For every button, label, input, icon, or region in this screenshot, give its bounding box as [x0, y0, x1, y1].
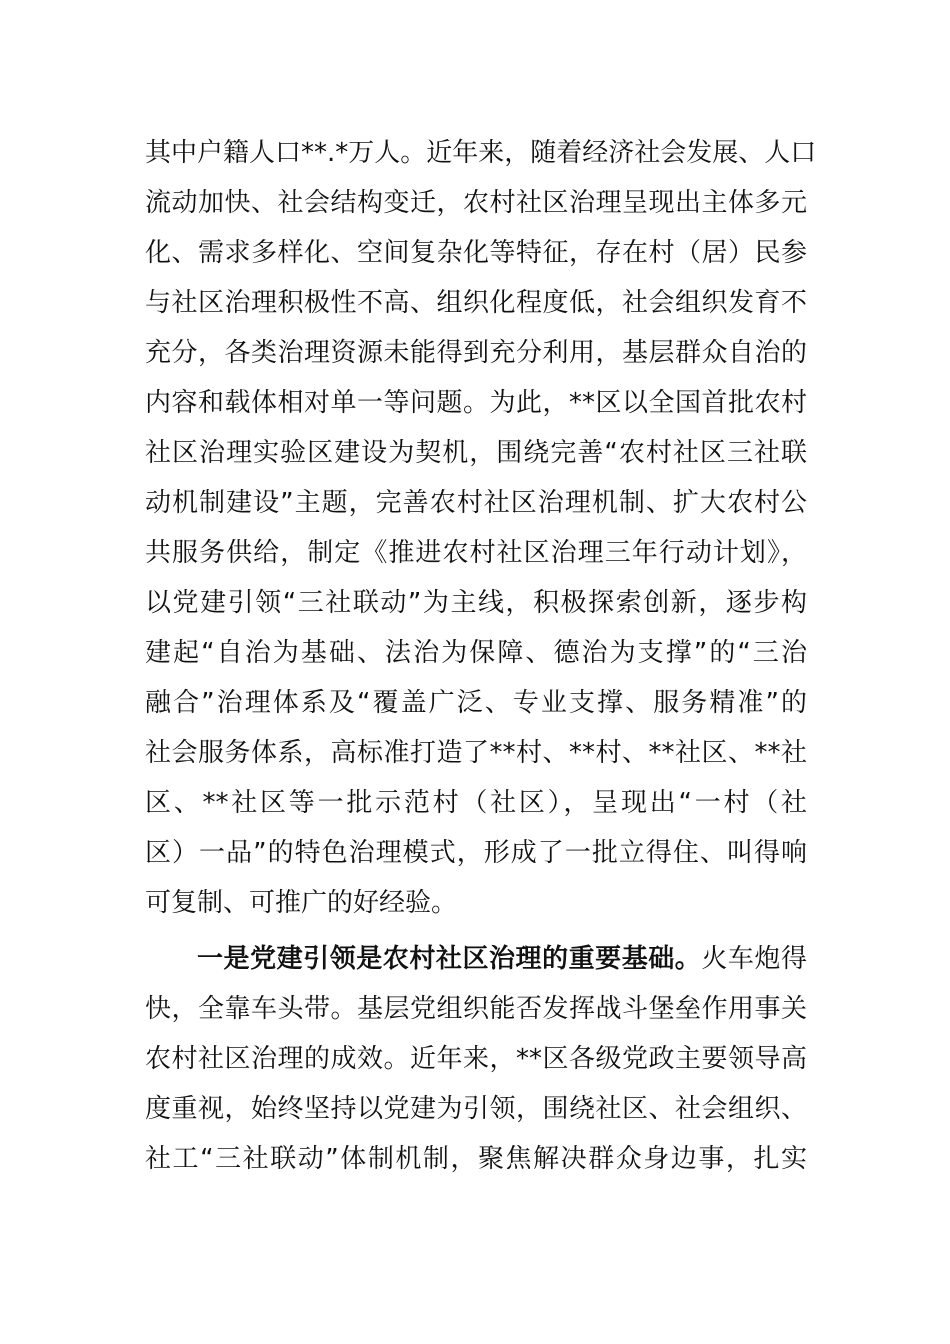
paragraph-line: 社区治理实验区建设为契机，围绕完善“农村社区三社联: [145, 438, 807, 468]
paragraph-line: 快，全靠车头带。基层党组织能否发挥战斗堡垒作用事关: [145, 994, 807, 1024]
paragraph-1: [145, 128, 817, 928]
paragraph-line: 以党建引领“三社联动”为主线，积极探索创新，逐步构: [145, 588, 807, 618]
paragraph-line: 其中户籍人口**.*万人。近年来，随着经济社会发展、人口: [145, 138, 817, 168]
paragraph-line: 社工“三社联动”体制机制，聚焦解决群众身边事，扎实: [145, 1144, 807, 1174]
paragraph-line: 动机制建设”主题，完善农村社区治理机制、扩大农村公: [145, 488, 807, 518]
paragraph-line: 度重视，始终坚持以党建为引领，围绕社区、社会组织、: [145, 1094, 807, 1124]
paragraph-line: 共服务供给，制定《推进农村社区治理三年行动计划》，: [145, 538, 807, 568]
paragraph-line: 化、需求多样化、空间复杂化等特征，存在村（居）民参: [145, 238, 807, 268]
paragraph-line: 社会服务体系，高标准打造了**村、**村、**社区、**社: [145, 738, 807, 768]
paragraph-line: 内容和载体相对单一等问题。为此，**区以全国首批农村: [145, 388, 807, 418]
paragraph-line: 与社区治理积极性不高、组织化程度低，社会组织发育不: [145, 288, 807, 318]
paragraph-first-line-text: 火车炮得: [701, 944, 807, 974]
paragraph-heading: 一是党建引领是农村社区治理的重要基础。: [197, 944, 702, 974]
paragraph-2: [145, 934, 807, 1184]
paragraph-line: 农村社区治理的成效。近年来，**区各级党政主要领导高: [145, 1044, 807, 1074]
paragraph-first-line: [145, 934, 807, 984]
paragraph-line: 区）一品”的特色治理模式，形成了一批立得住、叫得响: [145, 838, 807, 868]
paragraph-line: 建起“自治为基础、法治为保障、德治为支撑”的“三治: [145, 638, 807, 668]
paragraph-line: 充分，各类治理资源未能得到充分利用，基层群众自治的: [145, 338, 807, 368]
paragraph-line: 融合”治理体系及“覆盖广泛、专业支撑、服务精准”的: [145, 688, 807, 718]
paragraph-line: 流动加快、社会结构变迁，农村社区治理呈现出主体多元: [145, 188, 807, 218]
paragraph-line: 可复制、可推广的好经验。: [145, 888, 458, 918]
paragraph-line: 区、**社区等一批示范村（社区），呈现出“一村（社: [145, 788, 807, 818]
